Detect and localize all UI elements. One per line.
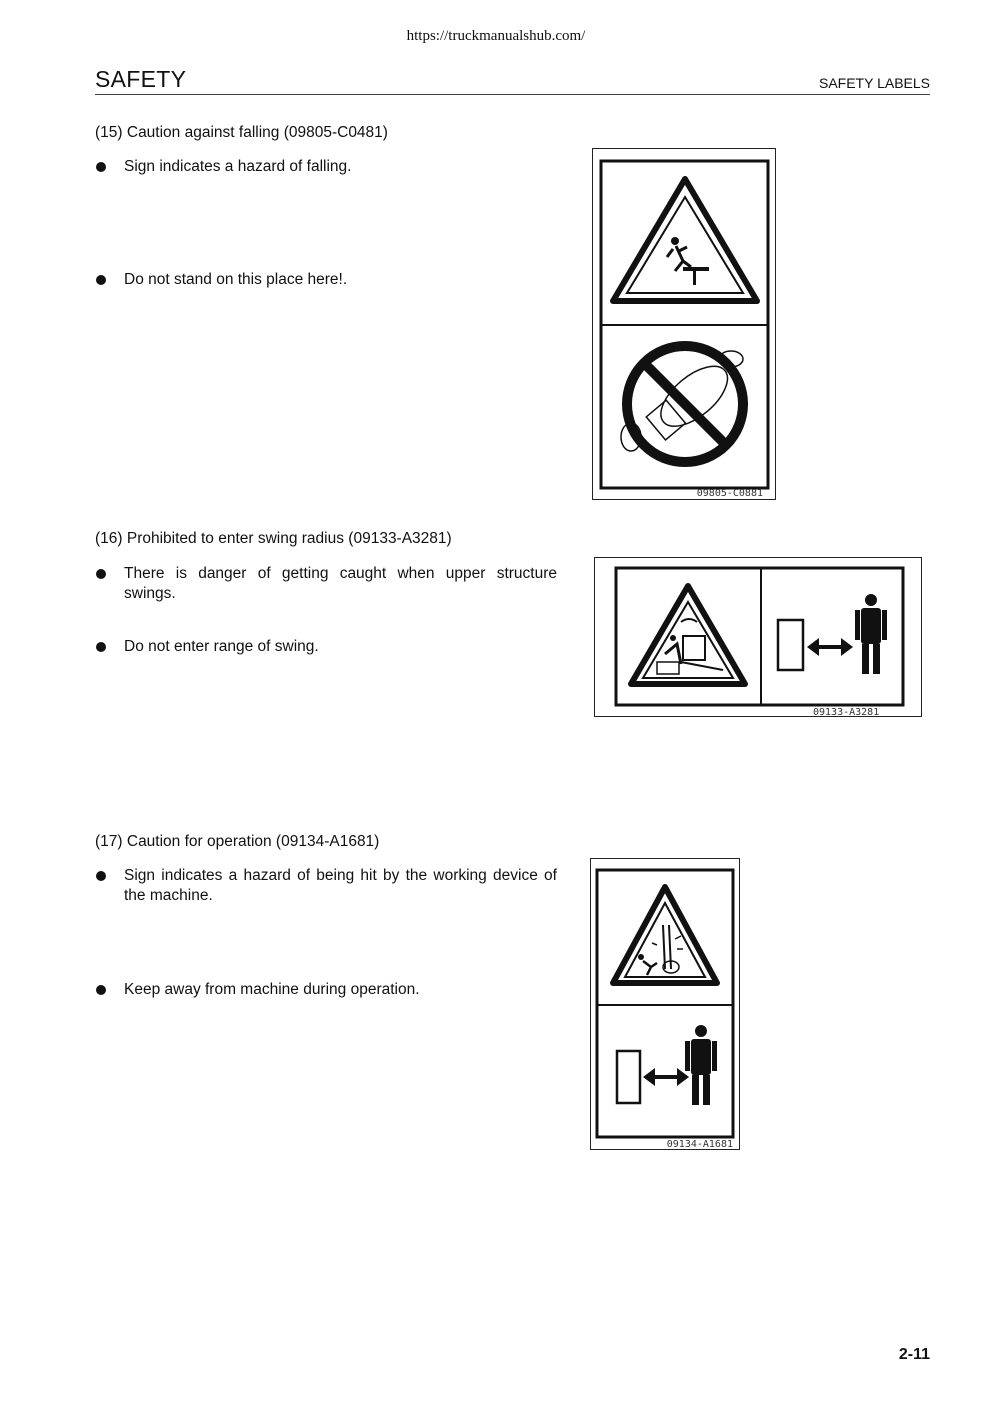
label-code: 09805-C0881 <box>696 488 763 499</box>
item-title-15: (15) Caution against falling (09805-C0481) <box>95 124 388 141</box>
no-stepping-icon <box>621 346 743 462</box>
falling-hazard-icon <box>613 179 757 301</box>
bullet-text: There is danger of getting caught when upper structure swings. <box>124 565 557 602</box>
item-title-16: (16) Prohibited to enter swing radius (09133-A3281) <box>95 530 452 547</box>
bullet-dot-icon <box>96 569 106 579</box>
page-number: 2-11 <box>898 1346 930 1363</box>
safety-label-15 <box>592 148 776 500</box>
bullet-text: Keep away from machine during operation. <box>124 981 420 998</box>
label-code: 09134-A1681 <box>666 1139 733 1149</box>
source-url: https://truckmanualshub.com/ <box>406 28 586 44</box>
bullet-text: Do not stand on this place here!. <box>124 271 348 288</box>
header-divider <box>95 94 930 95</box>
subsection-title: SAFETY LABELS <box>818 75 930 91</box>
item-title-17: (17) Caution for operation (09134-A1681) <box>95 833 380 850</box>
swing-hazard-icon <box>631 586 745 684</box>
bullet-item <box>95 980 557 1000</box>
bullet-text: Sign indicates a hazard of falling. <box>124 158 352 175</box>
hit-hazard-icon <box>613 887 717 983</box>
bullet-item <box>95 270 557 290</box>
bullet-dot-icon <box>96 985 106 995</box>
section-title: SAFETY <box>95 66 187 92</box>
keep-distance-icon <box>778 594 887 674</box>
bullet-dot-icon <box>96 871 106 881</box>
bullet-item <box>95 157 557 177</box>
safety-label-17 <box>590 858 740 1150</box>
bullet-item <box>95 637 557 657</box>
safety-label-16 <box>594 557 922 717</box>
label-code: 09133-A3281 <box>813 707 880 716</box>
bullet-dot-icon <box>96 275 106 285</box>
bullet-item <box>95 564 557 604</box>
bullet-dot-icon <box>96 162 106 172</box>
bullet-text: Sign indicates a hazard of being hit by the working device of the machine. <box>124 867 557 904</box>
keep-distance-icon <box>617 1025 717 1105</box>
bullet-text: Do not enter range of swing. <box>124 638 319 655</box>
bullet-dot-icon <box>96 642 106 652</box>
bullet-item <box>95 866 557 906</box>
